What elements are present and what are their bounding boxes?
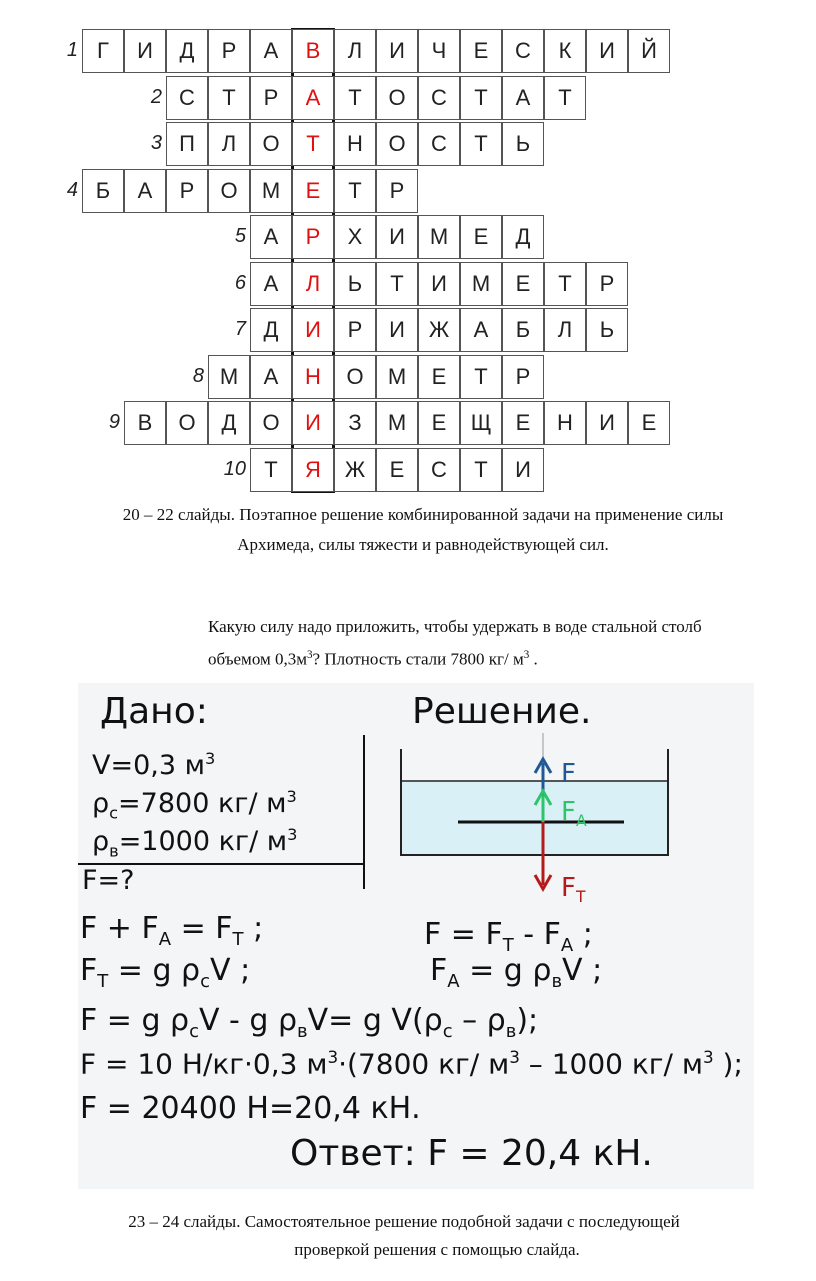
crossword-key-cell: В <box>292 29 334 73</box>
crossword-cell: Д <box>502 215 544 259</box>
crossword-cell: Р <box>334 308 376 352</box>
crossword-cell: Д <box>250 308 292 352</box>
crossword-cell: Н <box>334 122 376 166</box>
crossword-cell: М <box>418 215 460 259</box>
given-steel-density: $\rho_с=7800$ кг/ $м^3$ <box>92 787 297 823</box>
crossword-row-number: 6 <box>234 271 246 294</box>
crossword-cell: Е <box>460 29 502 73</box>
crossword-cell: Т <box>544 262 586 306</box>
crossword-cell: Т <box>208 76 250 120</box>
answer: Ответ: F = 20,4 кН. <box>290 1133 653 1174</box>
crossword-cell: Т <box>334 76 376 120</box>
crossword-cell: Х <box>334 215 376 259</box>
solution-title: Решение. <box>412 691 592 732</box>
crossword-cell: С <box>166 76 208 120</box>
crossword-cell: Д <box>166 29 208 73</box>
crossword-cell: Г <box>82 29 124 73</box>
crossword-cell: Н <box>544 401 586 445</box>
paragraph-line: 20 – 22 слайды. Поэтапное решение комбинированной задачи на применение силы <box>122 505 724 524</box>
crossword-cell: М <box>376 401 418 445</box>
crossword-cell: Е <box>502 262 544 306</box>
crossword-cell: С <box>418 122 460 166</box>
crossword-cell: Т <box>250 448 292 492</box>
find-force: F=? <box>82 865 135 896</box>
crossword-cell: Т <box>376 262 418 306</box>
crossword-cell: Б <box>82 169 124 213</box>
crossword-cell: С <box>418 76 460 120</box>
crossword-cell: В <box>124 401 166 445</box>
crossword-cell: Ж <box>334 448 376 492</box>
crossword-cell: О <box>376 76 418 120</box>
paragraph-line: проверкой решения с помощью слайда. <box>294 1240 580 1259</box>
crossword-cell: Р <box>376 169 418 213</box>
solution-slide <box>78 683 754 1189</box>
crossword-row-number: 5 <box>234 225 246 247</box>
crossword-cell: Т <box>460 122 502 166</box>
crossword-cell: Л <box>208 122 250 166</box>
crossword-cell: А <box>250 355 292 399</box>
crossword-cell: Д <box>208 401 250 445</box>
crossword-cell: И <box>586 29 628 73</box>
crossword-row-number: 9 <box>108 411 120 433</box>
crossword-cell: Т <box>460 76 502 120</box>
crossword-cell: И <box>586 401 628 445</box>
crossword-cell: Е <box>376 448 418 492</box>
crossword-cell: С <box>418 448 460 492</box>
crossword-cell: А <box>502 76 544 120</box>
crossword-cell: О <box>334 355 376 399</box>
crossword-cell: Б <box>502 308 544 352</box>
task-line: Какую силу надо приложить, чтобы удержать в воде стальной столб <box>208 617 702 636</box>
crossword-cell: М <box>460 262 502 306</box>
label-ft: $F_T$ <box>561 873 586 907</box>
crossword-cell: А <box>460 308 502 352</box>
crossword-cell: Ь <box>334 262 376 306</box>
crossword-cell: Е <box>418 401 460 445</box>
crossword-cell: Р <box>586 262 628 306</box>
crossword <box>0 0 816 500</box>
crossword-row-number: 10 <box>223 457 246 480</box>
crossword-row-number: 7 <box>234 318 246 340</box>
paragraph-line: 23 – 24 слайды. Самостоятельное решение подобной задачи с последующей <box>128 1212 680 1231</box>
crossword-cell: Р <box>502 355 544 399</box>
paragraph-slides-23-24 <box>0 1209 816 1263</box>
equation-substitution: F = 10 Н/кг·0,3 $м^3\cdot(7800$ кг/ $м^3 - 1000$ кг/ $м^3$ ); <box>80 1047 743 1081</box>
crossword-cell: М <box>376 355 418 399</box>
crossword-cell: О <box>376 122 418 166</box>
crossword-row-number: 2 <box>150 85 162 108</box>
crossword-cell: К <box>544 29 586 73</box>
crossword-cell: П <box>166 122 208 166</box>
crossword-cell: Р <box>208 29 250 73</box>
crossword-key-cell: А <box>292 76 334 120</box>
crossword-cell: Ч <box>418 29 460 73</box>
crossword-cell: З <box>334 401 376 445</box>
crossword-cell: Ь <box>502 122 544 166</box>
equation-applied-force: $F = F_T - F_A$ ; <box>424 917 593 956</box>
crossword-row-number: 4 <box>66 178 78 201</box>
crossword-cell: Т <box>460 448 502 492</box>
task-text <box>208 614 808 673</box>
crossword-cell: Е <box>502 401 544 445</box>
crossword-key-cell: Н <box>292 355 334 399</box>
crossword-key-cell: Т <box>292 122 334 166</box>
crossword-cell: Р <box>250 76 292 120</box>
equation-result: F = 20400 Н=20,4 кН. <box>80 1091 421 1126</box>
crossword-cell: И <box>376 308 418 352</box>
crossword-cell: О <box>250 122 292 166</box>
crossword-key-cell: И <box>292 308 334 352</box>
crossword-cell: И <box>376 215 418 259</box>
given-volume: V=0,3 $м^3$ <box>92 749 216 781</box>
label-f: F <box>561 759 576 789</box>
crossword-key-cell: Е <box>292 169 334 213</box>
equation-combined: F = g $\rho_сV$ - g $\rho_вV= g$ $V(\rho_с - \rho_в)$; <box>80 1003 539 1042</box>
crossword-cell: Т <box>334 169 376 213</box>
crossword-cell: О <box>166 401 208 445</box>
crossword-key-cell: И <box>292 401 334 445</box>
crossword-cell: О <box>208 169 250 213</box>
crossword-cell: И <box>376 29 418 73</box>
crossword-cell: И <box>502 448 544 492</box>
crossword-cell: Т <box>460 355 502 399</box>
crossword-cell: О <box>250 401 292 445</box>
crossword-cell: Т <box>544 76 586 120</box>
equation-force-balance: $F + F_A = F_T$ ; <box>80 911 264 950</box>
label-fa: $F_A$ <box>561 797 587 831</box>
crossword-cell: Е <box>628 401 670 445</box>
water-body <box>401 781 668 854</box>
crossword-key-cell: Л <box>292 262 334 306</box>
crossword-cell: А <box>250 262 292 306</box>
crossword-cell: М <box>250 169 292 213</box>
crossword-cell: Ж <box>418 308 460 352</box>
crossword-cell: Щ <box>460 401 502 445</box>
given-water-density: $\rho_в=1000$ кг/ $м^3$ <box>92 825 298 861</box>
crossword-cell: Ь <box>586 308 628 352</box>
equation-gravity: $F_T = g$ $\rho_сV$ ; <box>80 953 251 992</box>
crossword-key-cell: Р <box>292 215 334 259</box>
crossword-cell: А <box>250 215 292 259</box>
crossword-row-number: 8 <box>192 364 204 387</box>
crossword-cell: Р <box>166 169 208 213</box>
paragraph-slides-20-22 <box>0 502 816 558</box>
crossword-cell: И <box>124 29 166 73</box>
crossword-cell: М <box>208 355 250 399</box>
crossword-cell: Й <box>628 29 670 73</box>
crossword-cell: Л <box>544 308 586 352</box>
paragraph-line: Архимеда, силы тяжести и равнодействующей сил. <box>237 535 609 554</box>
given-title: Дано: <box>100 691 208 732</box>
crossword-row-number: 1 <box>66 39 78 61</box>
crossword-row-number: 3 <box>150 132 162 154</box>
crossword-cell: С <box>502 29 544 73</box>
crossword-cell: Л <box>334 29 376 73</box>
crossword-cell: И <box>418 262 460 306</box>
crossword-cell: А <box>124 169 166 213</box>
task-line: объемом $0,3м^3$? Плотность стали 7800 кг/ $м^3$ . <box>208 649 538 669</box>
equation-archimedes: $F_A = g$ $\rho_вV$ ; <box>430 953 603 992</box>
crossword-key-cell: Я <box>292 448 334 492</box>
crossword-cell: Е <box>418 355 460 399</box>
crossword-cell: А <box>250 29 292 73</box>
crossword-cell: Е <box>460 215 502 259</box>
